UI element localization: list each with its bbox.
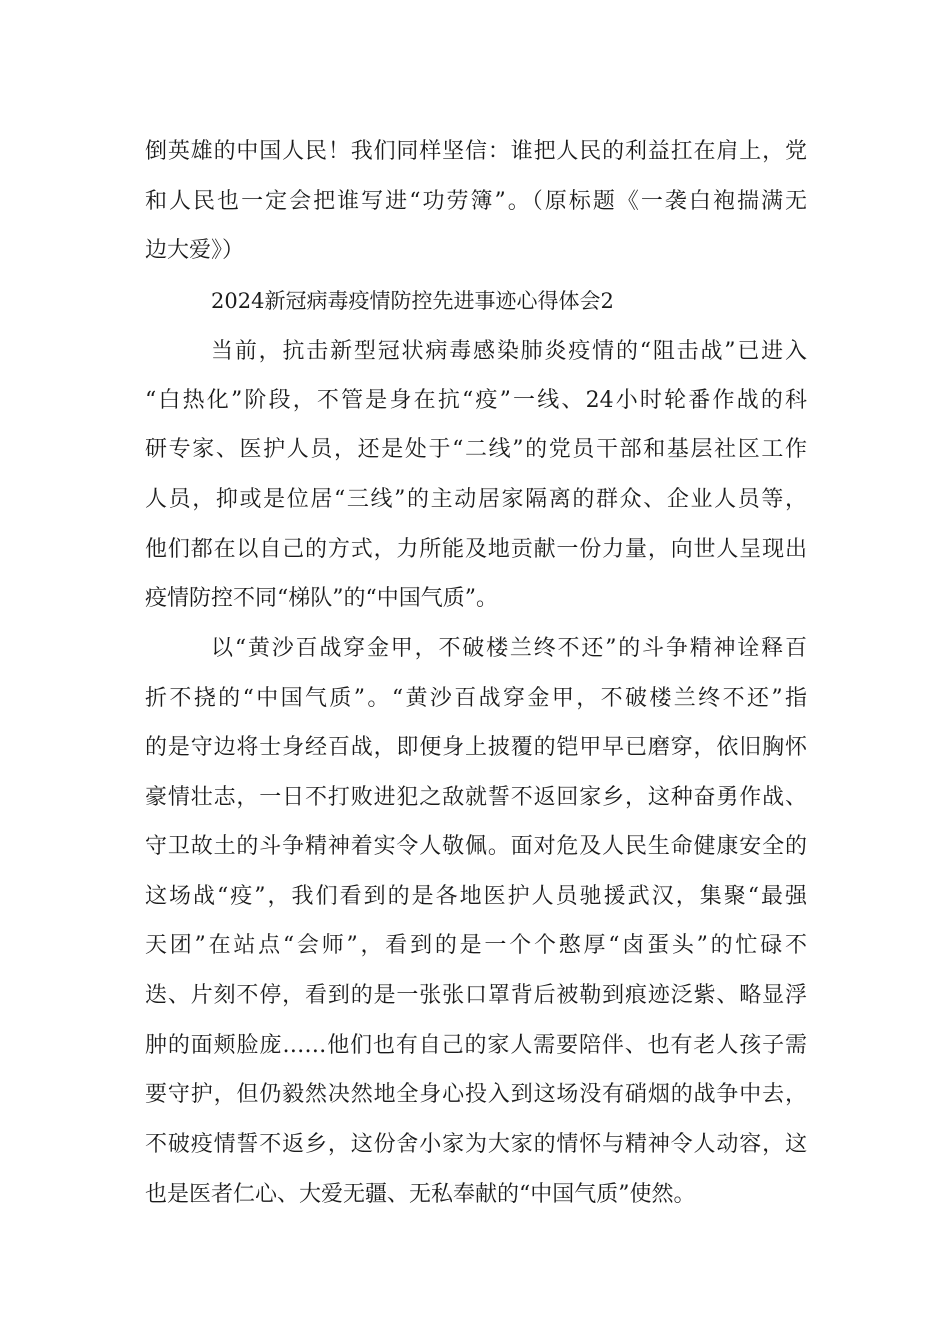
section-heading: 2024新冠病毒疫情防控先进事迹心得体会2 — [211, 289, 614, 313]
text-line: 折不挠的“中国气质”。“黄沙百战穿金甲，不破楼兰终不还”指 — [145, 686, 807, 711]
text-line: 不破疫情誓不返乡，这份舍小家为大家的情怀与精神令人动容，这 — [145, 1132, 807, 1157]
text-line: 要守护，但仍毅然决然地全身心投入到这场没有硝烟的战争中去， — [145, 1082, 807, 1107]
text-line: 肿的面颊脸庞……他们也有自己的家人需要陪伴、也有老人孩子需 — [145, 1033, 807, 1058]
text-line: 也是医者仁心、大爱无疆、无私奉献的“中国气质”使然。 — [145, 1182, 696, 1207]
text-line: 这场战“疫”，我们看到的是各地医护人员驰援武汉，集聚“最强 — [145, 884, 807, 909]
text-line: 疫情防控不同“梯队”的“中国气质”。 — [145, 586, 498, 611]
text-line: 的是守边将士身经百战，即便身上披覆的铠甲早已磨穿，依旧胸怀 — [145, 735, 807, 760]
text-line: 迭、片刻不停，看到的是一张张口罩背后被勒到痕迹泛紫、略显浮 — [145, 983, 807, 1008]
paragraph-first-line: 当前，抗击新型冠状病毒感染肺炎疫情的“阻击战”已进入 — [211, 339, 807, 364]
text-line: 守卫故土的斗争精神着实令人敬佩。面对危及人民生命健康安全的 — [145, 834, 807, 859]
text-line: 倒英雄的中国人民！我们同样坚信：谁把人民的利益扛在肩上，党 — [145, 139, 807, 164]
text-line: 人员，抑或是位居“三线”的主动居家隔离的群众、企业人员等， — [145, 487, 807, 512]
text-line: 豪情壮志，一日不打败进犯之敌就誓不返回家乡，这种奋勇作战、 — [145, 785, 807, 810]
text-line: 他们都在以自己的方式，力所能及地贡献一份力量，向世人呈现出 — [145, 537, 807, 562]
paragraph-first-line: 以“黄沙百战穿金甲，不破楼兰终不还”的斗争精神诠释百 — [211, 636, 807, 661]
text-line: 和人民也一定会把谁写进“功劳簿”。（原标题《一袭白袍揣满无 — [145, 189, 807, 214]
text-line: 天团”在站点“会师”，看到的是一个个憨厚“卤蛋头”的忙碌不 — [145, 933, 807, 958]
text-line: 研专家、医护人员，还是处于“二线”的党员干部和基层社区工作 — [145, 437, 807, 462]
text-line: “白热化”阶段，不管是身在抗“疫”一线、24小时轮番作战的科 — [145, 388, 807, 413]
text-line: 边大爱》） — [145, 238, 245, 263]
